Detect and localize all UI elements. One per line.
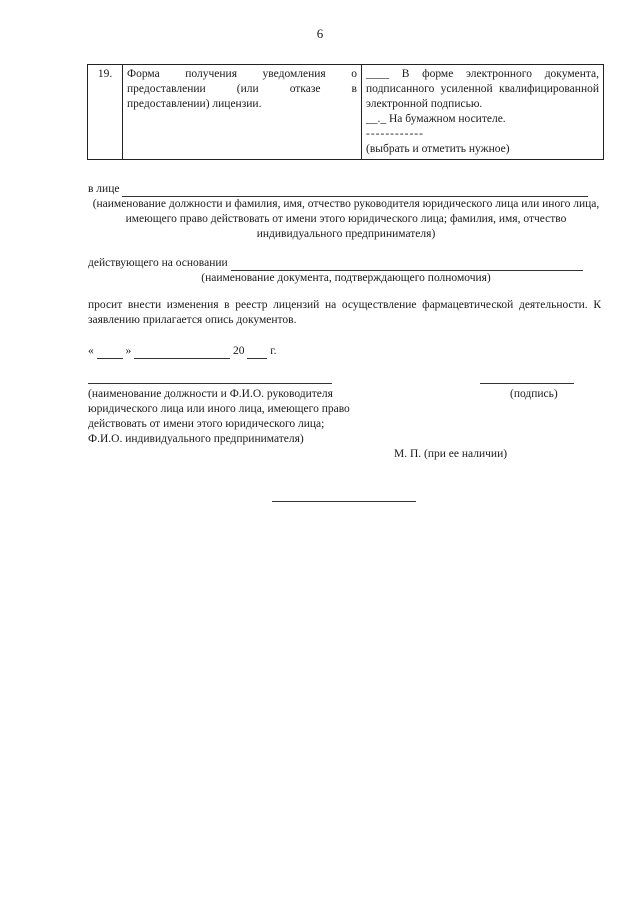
day-blank xyxy=(97,347,123,359)
year-suffix: г. xyxy=(270,345,277,357)
in-person-label: в лице xyxy=(88,183,120,195)
option-paper-blank: __._ xyxy=(366,113,387,125)
closing-divider xyxy=(272,501,416,502)
in-person-caption: (наименование должности и фамилия, имя, отчество руководителя юридического лица или иного лица, имеющего право действовать от имени этого юридического лица; фамилия, имя, отчество индивидуального предпринимателя) xyxy=(92,198,600,240)
option-electronic-blank: ____ xyxy=(366,68,389,80)
in-person-line xyxy=(88,182,604,197)
page-number: 6 xyxy=(316,26,324,41)
signature-caption: (подпись) xyxy=(510,388,558,400)
date-open-quote: « xyxy=(88,345,94,357)
signer-caption xyxy=(88,387,408,447)
date-line xyxy=(88,344,388,359)
option-paper xyxy=(366,112,599,127)
request-text: просит внести изменения в реестр лицензий на осуществление фармацевтической деятельности. К заявлению прилагается опись документов. xyxy=(88,299,601,326)
option-paper-text: На бумажном носителе. xyxy=(389,113,506,125)
basis-line xyxy=(88,256,604,271)
month-blank xyxy=(134,347,230,359)
basis-blank xyxy=(231,259,583,271)
form-table xyxy=(87,64,604,160)
separator: ------------ xyxy=(366,128,424,140)
option-electronic-text: В форме электронного документа, подписанного усиленной квалифицированной электронной подписью. xyxy=(366,68,600,110)
date-close-quote: » xyxy=(125,345,132,357)
choose-note: (выбрать и отметить нужное) xyxy=(366,143,510,155)
stamp-note: М. П. (при ее наличии) xyxy=(394,448,508,460)
signer-caption-2: юридического лица или иного лица, имеющего право xyxy=(88,403,350,415)
signer-caption-4: Ф.И.О. индивидуального предпринимателя) xyxy=(88,433,304,445)
basis-caption: (наименование документа, подтверждающего полномочия) xyxy=(201,272,491,284)
left-cell: Форма получения уведомления о предоставлении (или отказе в предоставлении) лицензии. xyxy=(123,65,362,160)
right-cell xyxy=(362,65,604,160)
signature-line xyxy=(480,383,574,384)
in-person-blank xyxy=(122,185,588,197)
year-prefix: 20 xyxy=(233,345,245,357)
row-number: 19. xyxy=(88,65,123,160)
basis-label: действующего на основании xyxy=(88,257,228,269)
signer-name-line xyxy=(88,383,332,384)
year-blank xyxy=(247,347,267,359)
signer-caption-1: (наименование должности и Ф.И.О. руководителя xyxy=(88,388,333,400)
table-row xyxy=(88,65,604,160)
signer-caption-3: действовать от имени этого юридического лица; xyxy=(88,418,325,430)
option-electronic xyxy=(366,67,599,112)
